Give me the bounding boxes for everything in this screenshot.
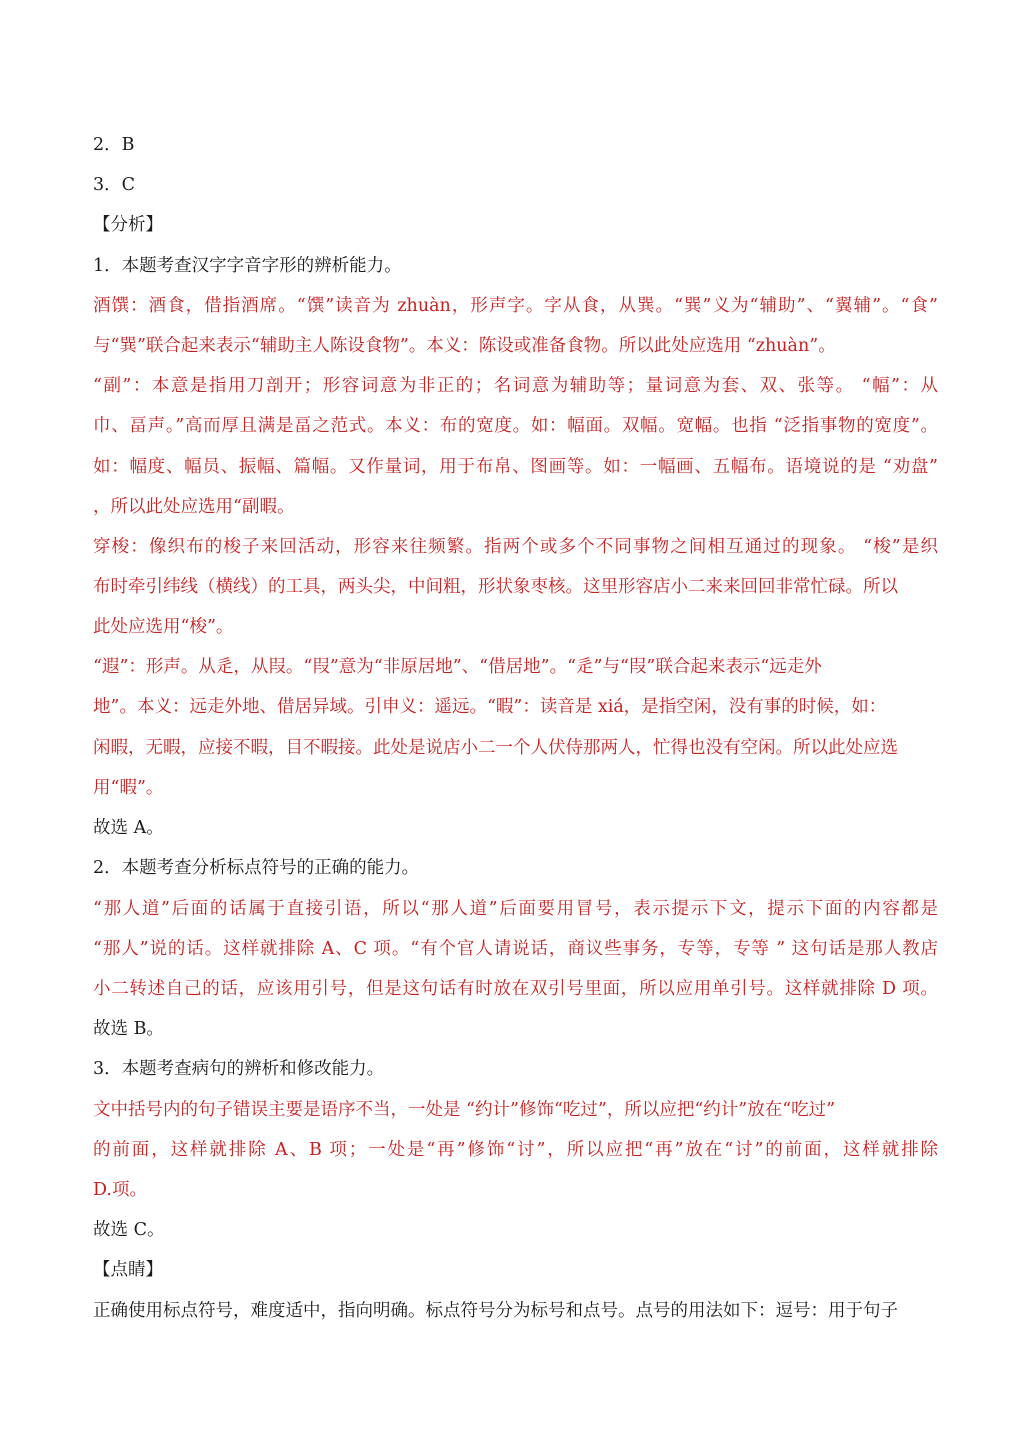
answer-line: 3．C: [93, 175, 136, 195]
explanation-line: “遐”：形声。从辵，从叚。“叚”意为“非原居地”、“借居地”。“辵”与“叚”联合起来表示“远走外: [93, 657, 822, 677]
explanation-line: 穿梭：像织布的梭子来回活动，形容来往频繁。指两个或多个不同事物之间相互通过的现象。 “梭”是织: [93, 537, 938, 557]
explanation-line: D.项。: [93, 1180, 147, 1200]
explanation-line: 小二转述自己的话，应该用引号，但是这句话有时放在双引号里面，所以应用单引号。这样就排除 D 项。: [93, 979, 938, 999]
explanation-line: 的前面，这样就排除 A、B 项；一处是“再”修饰“讨”，所以应把“再”放在“讨”的前面，这样就排除: [93, 1140, 938, 1160]
section-heading-tips: 【点睛】: [93, 1260, 163, 1280]
answer-choice-line: 故选 C。: [93, 1220, 165, 1240]
explanation-line: 布时牵引纬线（横线）的工具，两头尖，中间粗，形状象枣核。这里形容店小二来来回回非常忙碌。所以: [93, 577, 898, 597]
explanation-line: 文中括号内的句子错误主要是语序不当，一处是 “约计”修饰“吃过”，所以应把“约计”放在“吃过”: [93, 1100, 836, 1120]
explanation-line: 与“巽”联合起来表示“辅助主人陈设食物”。本义：陈设或准备食物。所以此处应选用 “zhuàn”。: [93, 336, 836, 356]
question-heading: 1．本题考查汉字字音字形的辨析能力。: [93, 256, 402, 276]
explanation-line: 用“暇”。: [93, 778, 164, 798]
explanation-line: ，所以此处应选用“副暇。: [93, 497, 295, 517]
body-text-line: 正确使用标点符号，难度适中，指向明确。标点符号分为标号和点号。点号的用法如下：逗号：用于句子: [93, 1301, 898, 1321]
explanation-line: 闲暇，无暇，应接不暇，目不暇接。此处是说店小二一个人伏侍那两人，忙得也没有空闲。所以此处应选: [93, 738, 898, 758]
explanation-line: “那人”说的话。这样就排除 A、C 项。“有个官人请说话，商议些事务，专等，专等 ” 这句话是那人教店: [93, 939, 938, 959]
explanation-line: 此处应选用“梭”。: [93, 617, 234, 637]
explanation-line: 巾、畐声。”高而厚且满是畐之范式。本义：布的宽度。如：幅面。双幅。宽幅。也指 “泛指事物的宽度”。: [93, 416, 938, 436]
section-heading-analysis: 【分析】: [93, 215, 163, 235]
answer-choice-line: 故选 B。: [93, 1019, 164, 1039]
question-heading: 2．本题考查分析标点符号的正确的能力。: [93, 858, 420, 878]
explanation-line: “那人道”后面的话属于直接引语，所以“那人道”后面要用冒号，表示提示下文，提示下面的内容都是: [93, 899, 938, 919]
answer-line: 2．B: [93, 135, 135, 155]
explanation-line: 酒馔：酒食，借指酒席。“馔”读音为 zhuàn，形声字。字从食，从巽。“巽”义为“辅助”、“翼辅”。“食”: [93, 296, 938, 316]
question-heading: 3．本题考查病句的辨析和修改能力。: [93, 1059, 385, 1079]
explanation-line: “副”：本意是指用刀剖开；形容词意为非正的；名词意为辅助等；量词意为套、双、张等。 “幅”：从: [93, 376, 938, 396]
answer-choice-line: 故选 A。: [93, 818, 164, 838]
explanation-line: 地”。本义：远走外地、借居异域。引申义：遥远。“暇”：读音是 xiá，是指空闲，没有事的时候，如：: [93, 697, 887, 717]
explanation-line: 如：幅度、幅员、振幅、篇幅。又作量词，用于布帛、图画等。如：一幅画、五幅布。语境说的是 “劝盘”: [93, 457, 938, 477]
